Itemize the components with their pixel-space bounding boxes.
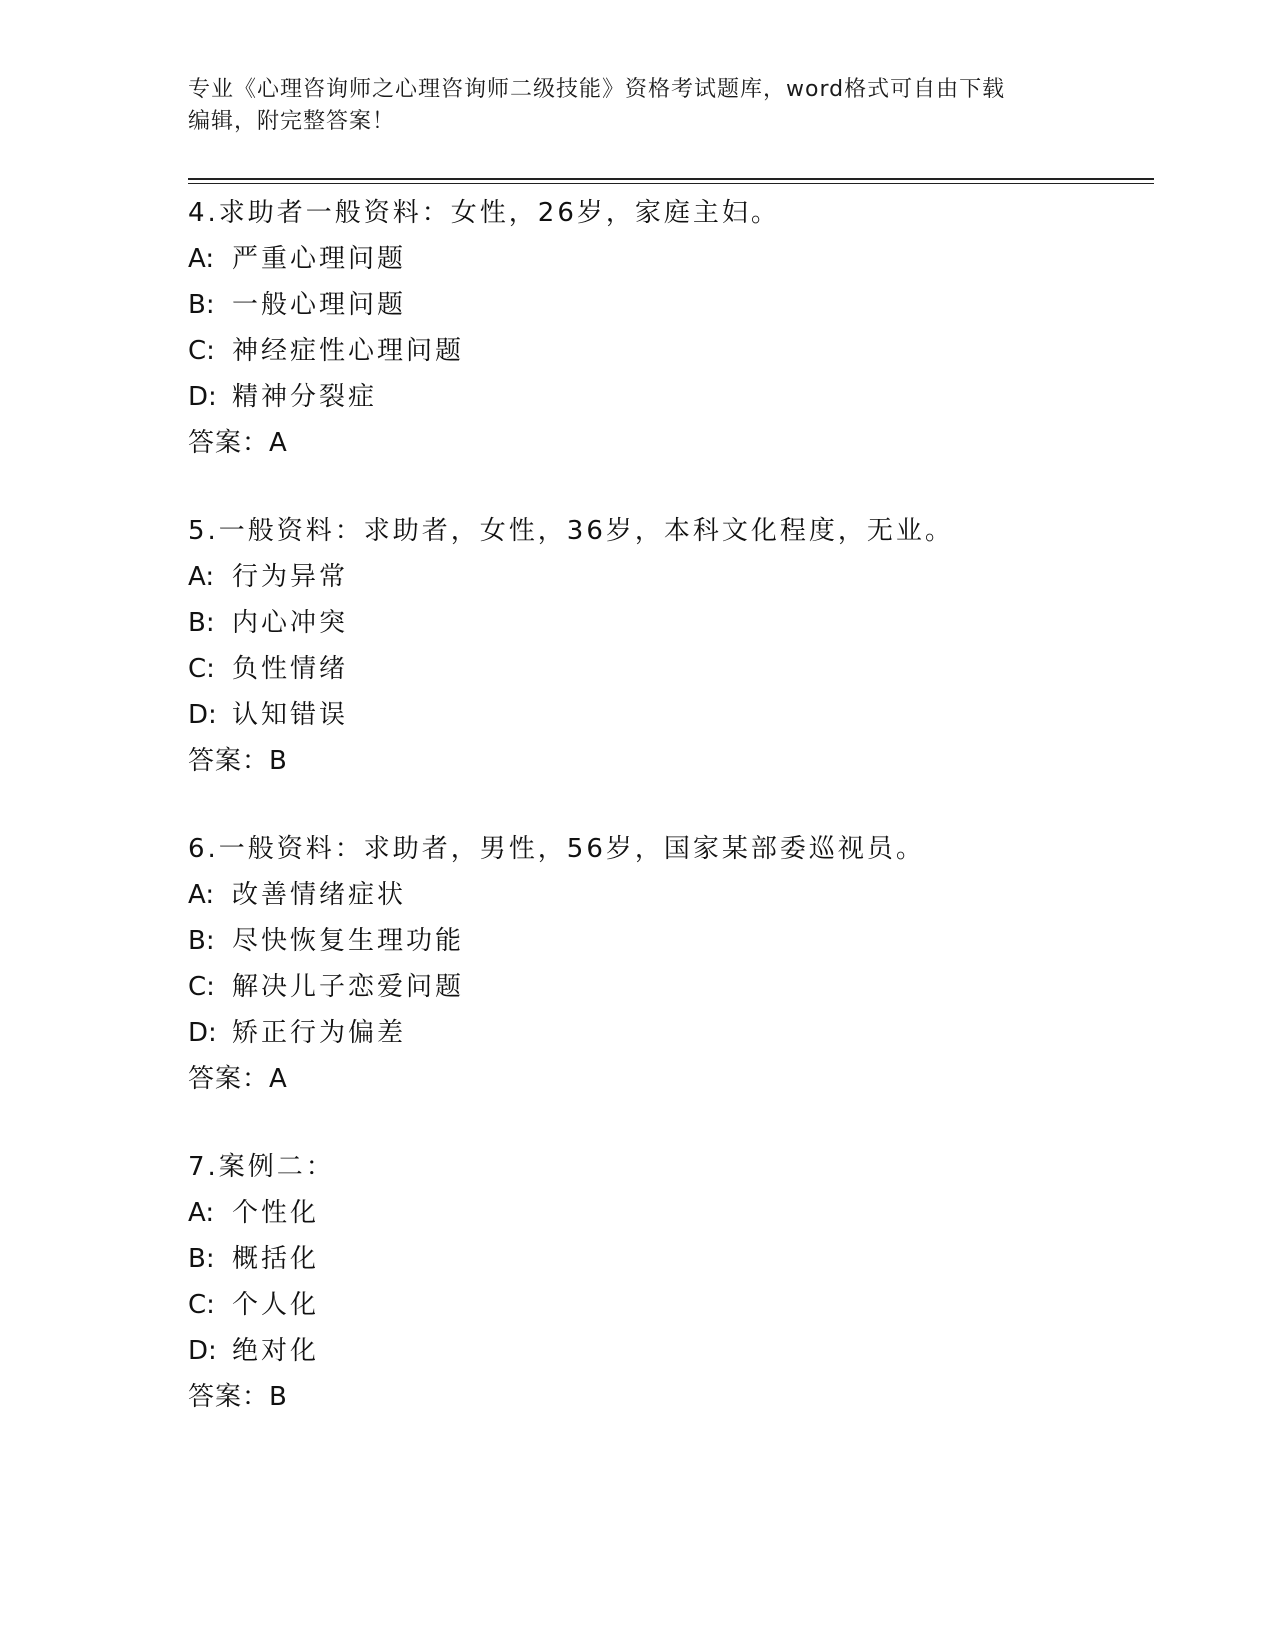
option-text: 精神分裂症 xyxy=(232,382,378,412)
option-letter: C: xyxy=(188,1290,215,1320)
question-stem: 7.案例二： xyxy=(188,1152,335,1182)
question-5 xyxy=(188,508,1148,784)
option-text: 个人化 xyxy=(232,1290,320,1320)
option-a xyxy=(188,872,1148,918)
option-c xyxy=(188,328,1148,374)
answer-line: 答案：B xyxy=(188,746,288,776)
option-d xyxy=(188,692,1148,738)
option-text: 个性化 xyxy=(232,1198,320,1228)
option-letter: B: xyxy=(188,290,215,320)
option-text: 内心冲突 xyxy=(232,608,349,638)
answer-line: 答案：A xyxy=(188,428,288,458)
option-c xyxy=(188,646,1148,692)
header-divider-thick xyxy=(188,178,1154,180)
option-letter: B: xyxy=(188,926,215,956)
answer-line: 答案：A xyxy=(188,1064,288,1094)
answer-line: 答案：B xyxy=(188,1382,288,1412)
option-letter: C: xyxy=(188,654,215,684)
option-text: 概括化 xyxy=(232,1244,320,1274)
document-header xyxy=(188,74,1088,138)
option-text: 神经症性心理问题 xyxy=(232,336,465,366)
option-letter: A: xyxy=(188,562,215,592)
header-divider-thin xyxy=(188,183,1154,184)
option-d xyxy=(188,1010,1148,1056)
option-letter: B: xyxy=(188,608,215,638)
option-letter: A: xyxy=(188,880,215,910)
question-stem: 5.一般资料：求助者，女性，36岁，本科文化程度，无业。 xyxy=(188,516,954,546)
option-text: 行为异常 xyxy=(232,562,349,592)
header-line-1: 专业《心理咨询师之心理咨询师二级技能》资格考试题库，word格式可自由下载 xyxy=(188,77,1006,102)
option-d xyxy=(188,374,1148,420)
option-c xyxy=(188,964,1148,1010)
option-b xyxy=(188,918,1148,964)
option-text: 认知错误 xyxy=(232,700,349,730)
option-text: 矫正行为偏差 xyxy=(232,1018,407,1048)
option-letter: D: xyxy=(188,700,217,730)
option-letter: A: xyxy=(188,1198,215,1228)
option-text: 负性情绪 xyxy=(232,654,349,684)
option-a xyxy=(188,554,1148,600)
option-letter: A: xyxy=(188,244,215,274)
option-letter: D: xyxy=(188,1018,217,1048)
option-text: 绝对化 xyxy=(232,1336,320,1366)
question-4 xyxy=(188,190,1148,466)
option-letter: D: xyxy=(188,382,217,412)
question-6 xyxy=(188,826,1148,1102)
option-letter: C: xyxy=(188,972,215,1002)
option-d xyxy=(188,1328,1148,1374)
question-list xyxy=(188,190,1148,1462)
option-b xyxy=(188,282,1148,328)
option-a xyxy=(188,236,1148,282)
option-b xyxy=(188,1236,1148,1282)
option-text: 尽快恢复生理功能 xyxy=(232,926,465,956)
option-letter: C: xyxy=(188,336,215,366)
question-7 xyxy=(188,1144,1148,1420)
option-letter: B: xyxy=(188,1244,215,1274)
option-b xyxy=(188,600,1148,646)
option-a xyxy=(188,1190,1148,1236)
question-stem: 6.一般资料：求助者，男性，56岁，国家某部委巡视员。 xyxy=(188,834,925,864)
option-text: 一般心理问题 xyxy=(232,290,407,320)
option-text: 严重心理问题 xyxy=(232,244,407,274)
question-stem: 4.求助者一般资料：女性，26岁，家庭主妇。 xyxy=(188,198,780,228)
option-letter: D: xyxy=(188,1336,217,1366)
option-c xyxy=(188,1282,1148,1328)
option-text: 解决儿子恋爱问题 xyxy=(232,972,465,1002)
header-line-2: 编辑，附完整答案！ xyxy=(188,109,396,134)
option-text: 改善情绪症状 xyxy=(232,880,407,910)
